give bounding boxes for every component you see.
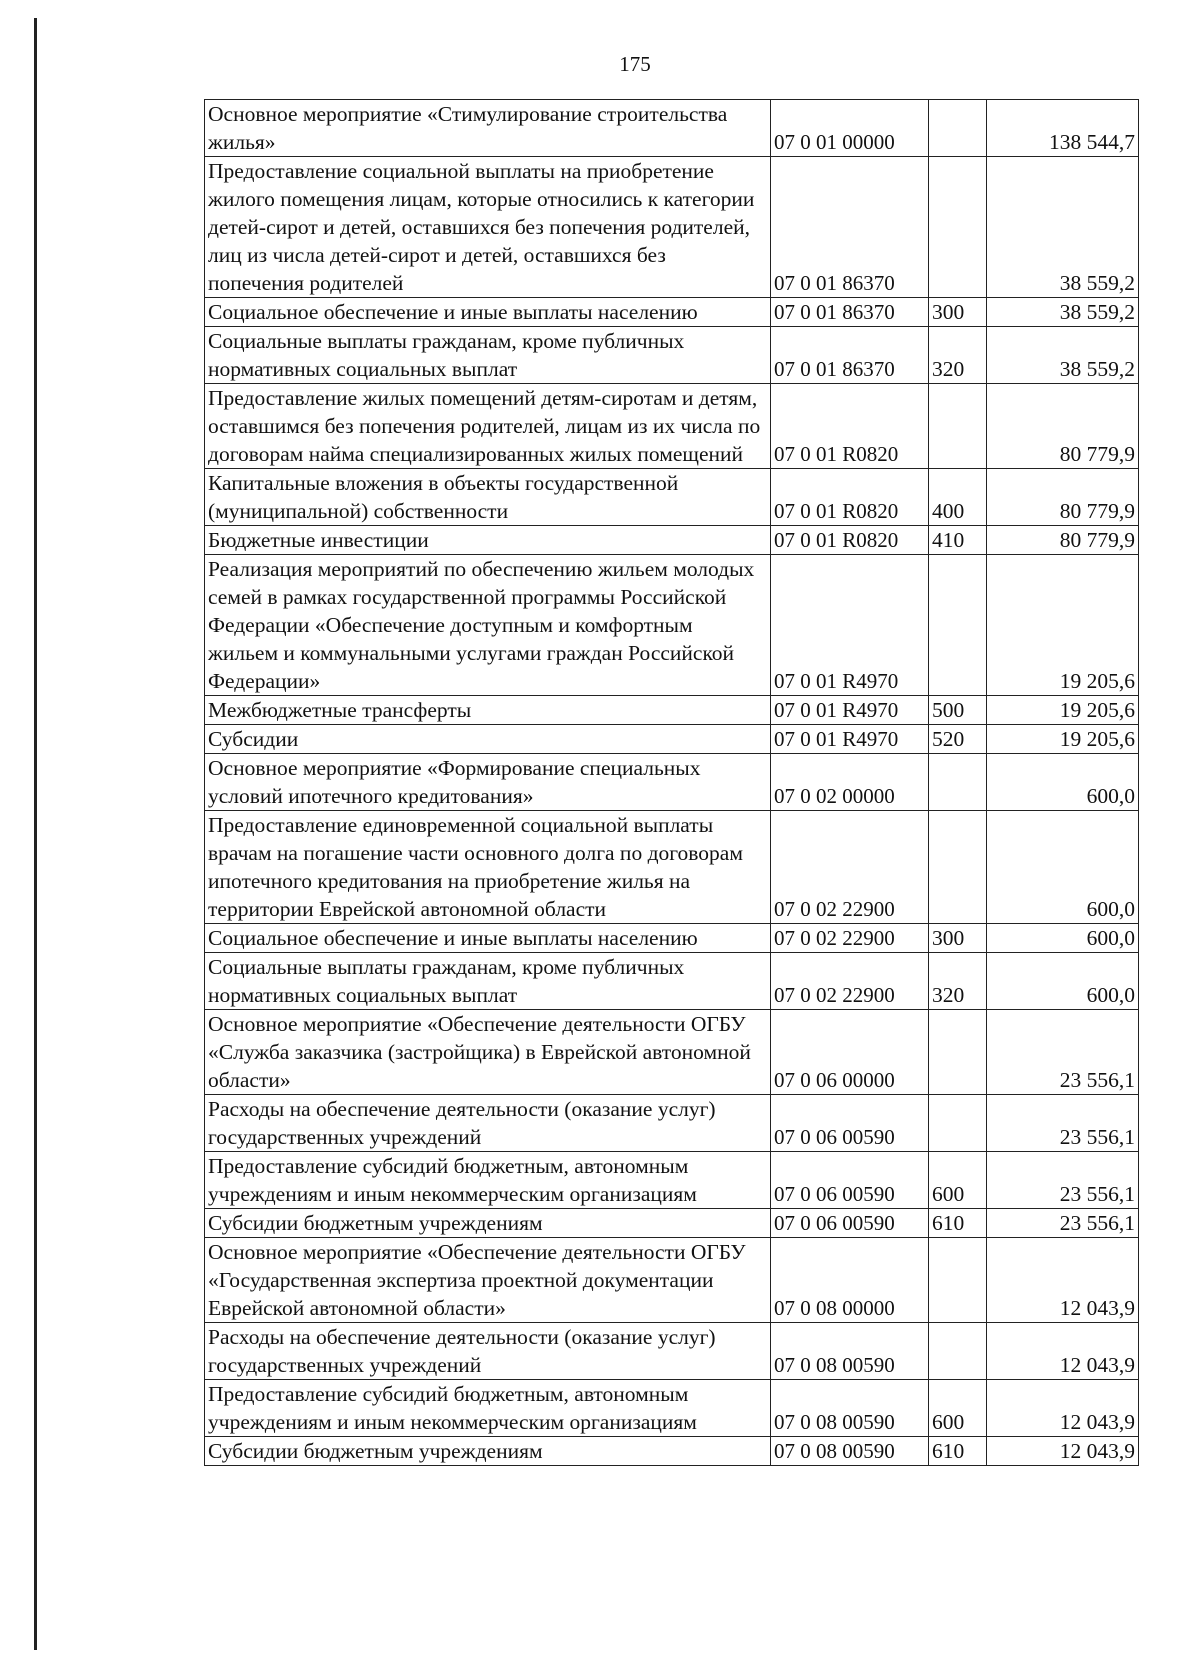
row-name-cell: Социальные выплаты гражданам, кроме публичных нормативных социальных выплат — [205, 953, 771, 1010]
row-expense-type-cell — [929, 157, 987, 298]
row-expense-type-cell: 300 — [929, 298, 987, 327]
binding-margin-line — [34, 18, 37, 1650]
row-expense-type-cell: 610 — [929, 1437, 987, 1466]
table-row — [205, 1380, 1139, 1437]
row-amount-cell: 600,0 — [987, 811, 1139, 924]
table-row — [205, 1209, 1139, 1238]
row-expense-type-cell: 320 — [929, 953, 987, 1010]
row-name-cell: Предоставление субсидий бюджетным, автономным учреждениям и иным некоммерческим организациям — [205, 1380, 771, 1437]
budget-table-body — [205, 100, 1139, 1466]
row-code-cell: 07 0 01 R0820 — [771, 469, 929, 526]
row-name-cell: Субсидии бюджетным учреждениям — [205, 1209, 771, 1238]
row-expense-type-cell — [929, 811, 987, 924]
row-expense-type-cell: 410 — [929, 526, 987, 555]
table-row — [205, 725, 1139, 754]
row-amount-cell: 600,0 — [987, 953, 1139, 1010]
row-name-cell: Расходы на обеспечение деятельности (оказание услуг) государственных учреждений — [205, 1095, 771, 1152]
row-name-cell: Основное мероприятие «Обеспечение деятельности ОГБУ «Служба заказчика (застройщика) в Еврейской автономной области» — [205, 1010, 771, 1095]
table-row — [205, 100, 1139, 157]
row-expense-type-cell — [929, 1323, 987, 1380]
table-row — [205, 1238, 1139, 1323]
row-code-cell: 07 0 06 00000 — [771, 1010, 929, 1095]
row-code-cell: 07 0 08 00000 — [771, 1238, 929, 1323]
table-row — [205, 924, 1139, 953]
row-expense-type-cell — [929, 1010, 987, 1095]
row-name-cell: Предоставление субсидий бюджетным, автономным учреждениям и иным некоммерческим организациям — [205, 1152, 771, 1209]
row-amount-cell: 38 559,2 — [987, 327, 1139, 384]
row-name-cell: Социальное обеспечение и иные выплаты населению — [205, 924, 771, 953]
row-code-cell: 07 0 06 00590 — [771, 1152, 929, 1209]
row-amount-cell: 19 205,6 — [987, 725, 1139, 754]
row-amount-cell: 19 205,6 — [987, 696, 1139, 725]
table-row — [205, 384, 1139, 469]
row-code-cell: 07 0 01 86370 — [771, 298, 929, 327]
row-code-cell: 07 0 06 00590 — [771, 1209, 929, 1238]
table-row — [205, 1095, 1139, 1152]
table-row — [205, 1010, 1139, 1095]
table-row — [205, 298, 1139, 327]
row-expense-type-cell: 610 — [929, 1209, 987, 1238]
row-code-cell: 07 0 08 00590 — [771, 1437, 929, 1466]
row-name-cell: Основное мероприятие «Обеспечение деятельности ОГБУ «Государственная экспертиза проектной документации Еврейской автономной области» — [205, 1238, 771, 1323]
row-amount-cell: 38 559,2 — [987, 157, 1139, 298]
row-expense-type-cell: 300 — [929, 924, 987, 953]
row-expense-type-cell — [929, 100, 987, 157]
table-row — [205, 1152, 1139, 1209]
table-row — [205, 157, 1139, 298]
row-name-cell: Предоставление социальной выплаты на приобретение жилого помещения лицам, которые относились к категории детей-сирот и детей, оставшихся без попечения родителей, лиц из числа детей-сирот и детей, оставшихся без попечения родителей — [205, 157, 771, 298]
row-name-cell: Субсидии — [205, 725, 771, 754]
row-code-cell: 07 0 01 86370 — [771, 327, 929, 384]
row-code-cell: 07 0 01 86370 — [771, 157, 929, 298]
row-amount-cell: 19 205,6 — [987, 555, 1139, 696]
table-row — [205, 526, 1139, 555]
row-code-cell: 07 0 01 00000 — [771, 100, 929, 157]
row-expense-type-cell: 500 — [929, 696, 987, 725]
row-amount-cell: 23 556,1 — [987, 1095, 1139, 1152]
row-expense-type-cell — [929, 1238, 987, 1323]
row-amount-cell: 138 544,7 — [987, 100, 1139, 157]
row-name-cell: Социальные выплаты гражданам, кроме публичных нормативных социальных выплат — [205, 327, 771, 384]
row-amount-cell: 12 043,9 — [987, 1380, 1139, 1437]
table-row — [205, 469, 1139, 526]
row-name-cell: Расходы на обеспечение деятельности (оказание услуг) государственных учреждений — [205, 1323, 771, 1380]
row-code-cell: 07 0 01 R0820 — [771, 384, 929, 469]
row-code-cell: 07 0 06 00590 — [771, 1095, 929, 1152]
table-row — [205, 327, 1139, 384]
row-expense-type-cell: 320 — [929, 327, 987, 384]
table-row — [205, 696, 1139, 725]
row-expense-type-cell — [929, 555, 987, 696]
table-row — [205, 953, 1139, 1010]
table-row — [205, 1437, 1139, 1466]
row-name-cell: Межбюджетные трансферты — [205, 696, 771, 725]
row-amount-cell: 12 043,9 — [987, 1437, 1139, 1466]
row-expense-type-cell: 520 — [929, 725, 987, 754]
page-number: 175 — [619, 52, 651, 76]
row-amount-cell: 23 556,1 — [987, 1010, 1139, 1095]
row-expense-type-cell — [929, 754, 987, 811]
row-amount-cell: 600,0 — [987, 754, 1139, 811]
row-name-cell: Субсидии бюджетным учреждениям — [205, 1437, 771, 1466]
row-code-cell: 07 0 02 22900 — [771, 811, 929, 924]
row-name-cell: Бюджетные инвестиции — [205, 526, 771, 555]
table-row — [205, 555, 1139, 696]
row-amount-cell: 38 559,2 — [987, 298, 1139, 327]
row-amount-cell: 600,0 — [987, 924, 1139, 953]
row-code-cell: 07 0 01 R0820 — [771, 526, 929, 555]
row-expense-type-cell — [929, 384, 987, 469]
row-amount-cell: 80 779,9 — [987, 469, 1139, 526]
row-amount-cell: 80 779,9 — [987, 526, 1139, 555]
row-code-cell: 07 0 02 00000 — [771, 754, 929, 811]
row-name-cell: Капитальные вложения в объекты государственной (муниципальной) собственности — [205, 469, 771, 526]
row-expense-type-cell: 400 — [929, 469, 987, 526]
row-name-cell: Основное мероприятие «Формирование специальных условий ипотечного кредитования» — [205, 754, 771, 811]
row-code-cell: 07 0 08 00590 — [771, 1323, 929, 1380]
row-code-cell: 07 0 01 R4970 — [771, 696, 929, 725]
row-code-cell: 07 0 01 R4970 — [771, 555, 929, 696]
row-amount-cell: 80 779,9 — [987, 384, 1139, 469]
row-amount-cell: 12 043,9 — [987, 1323, 1139, 1380]
row-name-cell: Основное мероприятие «Стимулирование строительства жилья» — [205, 100, 771, 157]
row-name-cell: Социальное обеспечение и иные выплаты населению — [205, 298, 771, 327]
row-amount-cell: 23 556,1 — [987, 1152, 1139, 1209]
row-expense-type-cell — [929, 1095, 987, 1152]
budget-table — [204, 99, 1139, 1466]
table-row — [205, 811, 1139, 924]
row-expense-type-cell: 600 — [929, 1152, 987, 1209]
row-amount-cell: 12 043,9 — [987, 1238, 1139, 1323]
row-name-cell: Предоставление единовременной социальной выплаты врачам на погашение части основного долга по договорам ипотечного кредитования на приобретение жилья на территории Еврейской автономной области — [205, 811, 771, 924]
table-row — [205, 1323, 1139, 1380]
row-code-cell: 07 0 01 R4970 — [771, 725, 929, 754]
table-row — [205, 754, 1139, 811]
row-name-cell: Реализация мероприятий по обеспечению жильем молодых семей в рамках государственной программы Российской Федерации «Обеспечение доступным и комфортным жильем и коммунальными услугами граждан Российской Федерации» — [205, 555, 771, 696]
row-amount-cell: 23 556,1 — [987, 1209, 1139, 1238]
row-code-cell: 07 0 02 22900 — [771, 953, 929, 1010]
row-expense-type-cell: 600 — [929, 1380, 987, 1437]
row-code-cell: 07 0 08 00590 — [771, 1380, 929, 1437]
row-name-cell: Предоставление жилых помещений детям-сиротам и детям, оставшимся без попечения родителей, лицам из их числа по договорам найма специализированных жилых помещений — [205, 384, 771, 469]
row-code-cell: 07 0 02 22900 — [771, 924, 929, 953]
